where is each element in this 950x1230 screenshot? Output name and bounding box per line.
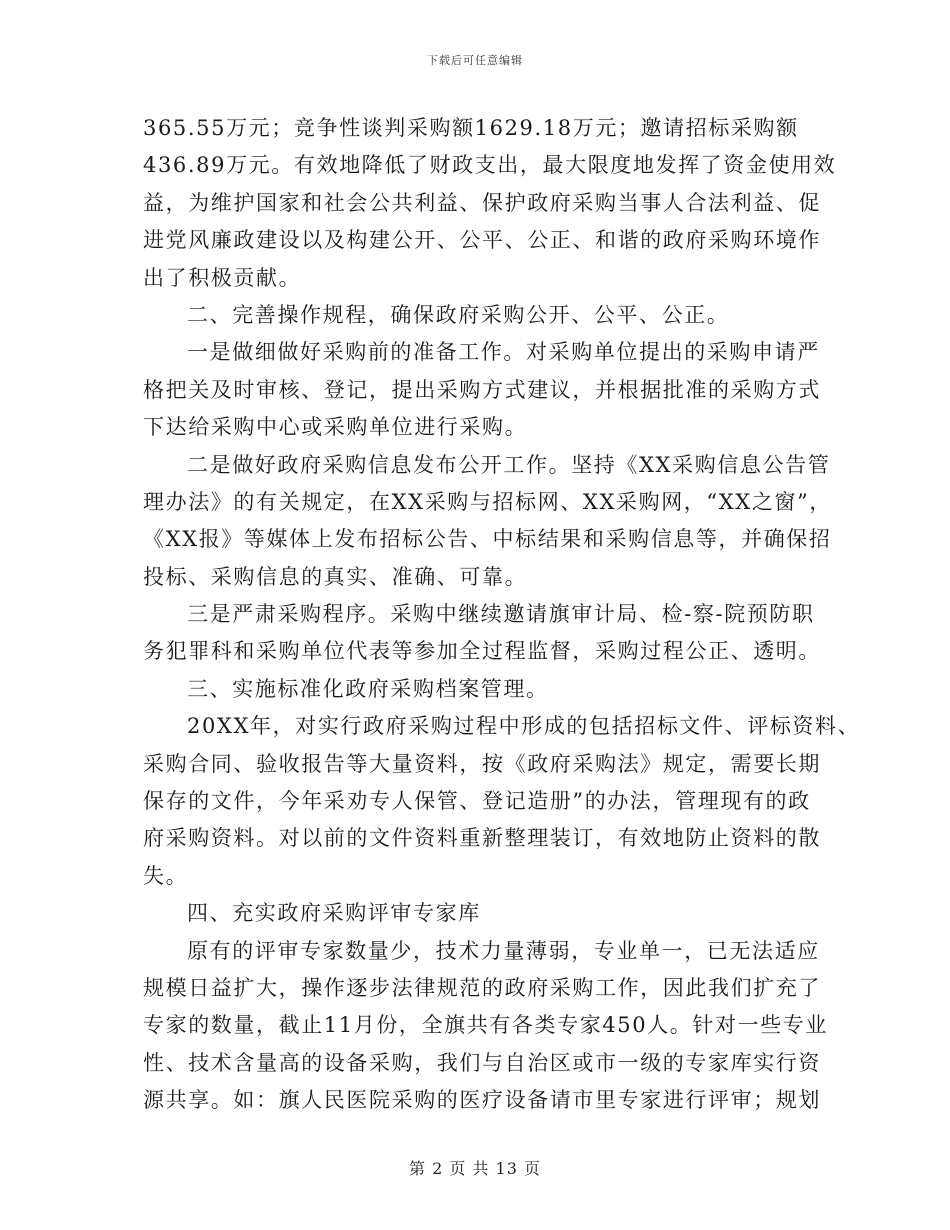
text-line: 规模日益扩大，操作逐步法律规范的政府采购工作，因此我们扩充了: [143, 975, 821, 1000]
header-note: 下载后可任意编辑: [427, 54, 523, 67]
text-line: 436.89万元。有效地降低了财政支出，最大限度地发挥了资金使用效: [143, 153, 837, 178]
text-line: 务犯罪科和采购单位代表等参加全过程监督，采购过程公正、透明。: [143, 639, 821, 664]
text-line: 府采购资料。对以前的文件资料重新整理装订，有效地防止资料的散: [143, 826, 821, 851]
text-line: 益，为维护国家和社会公共利益、保护政府采购当事人合法利益、促: [143, 190, 821, 215]
text-line: 二是做好政府采购信息发布公开工作。坚持《XX采购信息公告管: [187, 452, 831, 477]
text-line: 原有的评审专家数量少，技术力量薄弱，专业单一，已无法适应: [187, 938, 820, 963]
text-line: 四、充实政府采购评审专家库: [187, 901, 481, 926]
text-line: 投标、采购信息的真实、准确、可靠。: [143, 564, 528, 589]
text-line: 格把关及时审核、登记，提出采购方式建议，并根据批准的采购方式: [143, 377, 821, 402]
text-line: 三、实施标准化政府采购档案管理。: [187, 676, 549, 701]
text-line: 保存的文件，今年采劝专人保管、登记造册”的办法，管理现有的政: [143, 789, 811, 814]
text-line: 源共享。如：旗人民医院采购的医疗设备请市里专家进行评审；规划: [143, 1088, 821, 1113]
text-line: 专家的数量，截止11月份，全旗共有各类专家450人。针对一些专业: [143, 1013, 829, 1038]
text-line: 二、完善操作规程，确保政府采购公开、公平、公正。: [187, 302, 730, 327]
page-footer: 第 2 页 共 13 页: [409, 1159, 541, 1178]
text-line: 采购合同、验收报告等大量资料，按《政府采购法》规定，需要长期: [143, 751, 821, 776]
text-line: 365.55万元；竞争性谈判采购额1629.18万元；邀请招标采购额: [143, 116, 799, 140]
text-line: 进党风廉政建设以及构建公开、公平、公正、和谐的政府采购环境作: [143, 228, 821, 253]
text-line: 一是做细做好采购前的准备工作。对采购单位提出的采购申请严: [187, 340, 820, 365]
text-line: 《XX报》等媒体上发布招标公告、中标结果和采购信息等，并确保招: [143, 527, 832, 552]
text-line: 下达给采购中心或采购单位进行采购。: [143, 415, 528, 440]
text-line: 性、技术含量高的设备采购，我们与自治区或市一级的专家库实行资: [143, 1050, 821, 1075]
text-line: 20XX年，对实行政府采购过程中形成的包括招标文件、评标资料、: [187, 714, 861, 739]
text-line: 失。: [143, 863, 189, 888]
text-line: 理办法》的有关规定，在XX采购与招标网、XX采购网，“XX之窗”，: [143, 489, 832, 514]
document-body: [143, 110, 861, 1120]
text-line: 三是严肃采购程序。采购中继续邀请旗审计局、检-察-院预防职: [187, 602, 815, 627]
text-line: 出了积极贡献。: [143, 265, 302, 290]
